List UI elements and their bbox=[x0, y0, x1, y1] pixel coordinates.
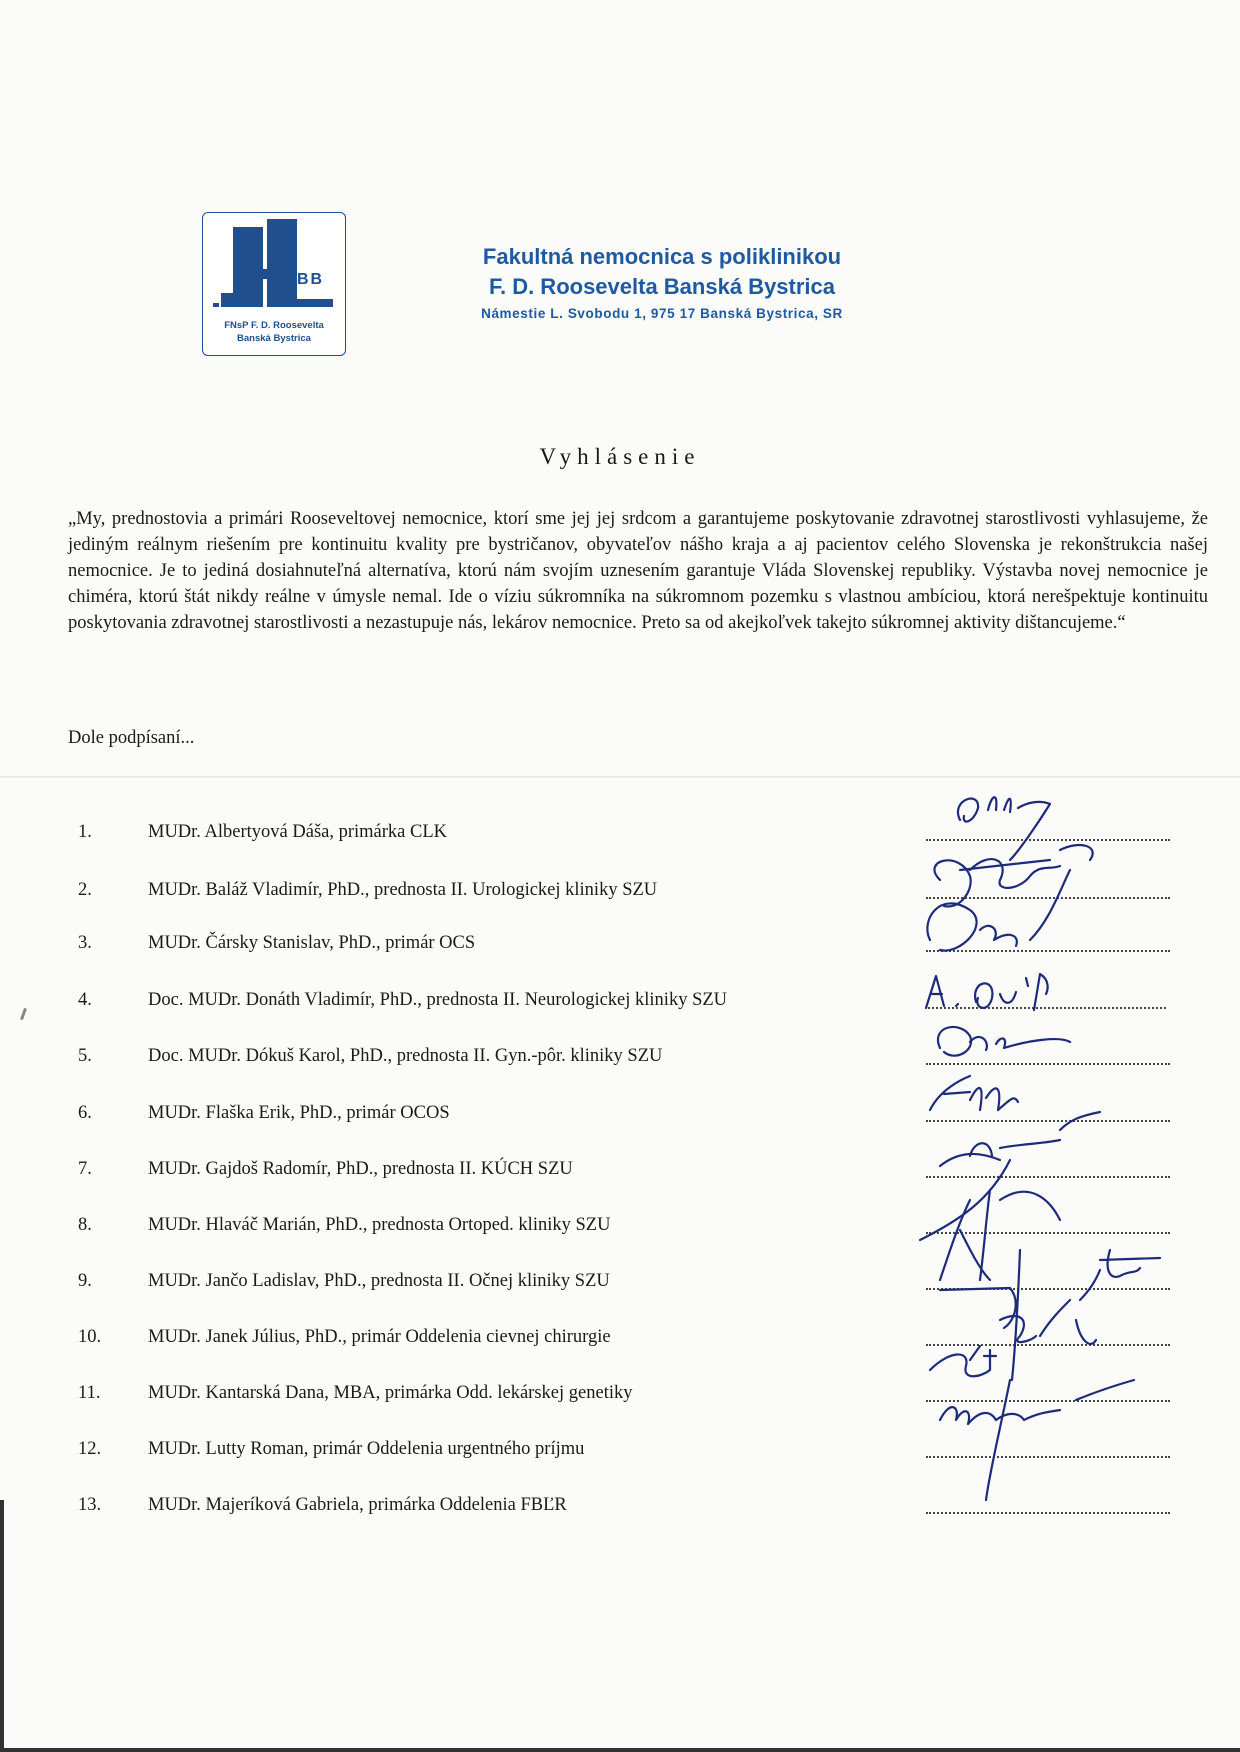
signatory-name: Doc. MUDr. Donáth Vladimír, PhD., prednosta II. Neurologickej kliniky SZU bbox=[148, 990, 728, 1010]
signatory-name: MUDr. Kantarská Dana, MBA, primárka Odd. lekárskej genetiky bbox=[148, 1383, 633, 1403]
logo-letters: BB bbox=[297, 271, 325, 288]
list-item bbox=[0, 928, 1240, 958]
org-address: Námestie L. Svobodu 1, 975 17 Banská Bystrica, SR bbox=[481, 306, 843, 321]
org-name-line1: Fakultná nemocnica s poliklinikou bbox=[482, 244, 842, 269]
signatory-name: MUDr. Flaška Erik, PhD., primár OCOS bbox=[148, 1103, 450, 1123]
signatory-number: 1. bbox=[78, 822, 92, 842]
scan-edge-bottom bbox=[0, 1748, 1240, 1752]
signature-line bbox=[926, 1512, 1170, 1514]
signatory-number: 9. bbox=[78, 1271, 92, 1291]
signed-intro: Dole podpísaní... bbox=[68, 728, 195, 748]
logo-caption-line1: FNsP F. D. Roosevelta bbox=[224, 320, 324, 331]
signatory-name: MUDr. Jančo Ladislav, PhD., prednosta II. Očnej kliniky SZU bbox=[148, 1271, 610, 1291]
signatory-number: 5. bbox=[78, 1046, 92, 1066]
signature-line bbox=[926, 1400, 1170, 1402]
signatory-name: MUDr. Lutty Roman, primár Oddelenia urgentného príjmu bbox=[148, 1439, 585, 1459]
document-title: Vyhlásenie bbox=[539, 444, 701, 469]
signatory-name: MUDr. Janek Július, PhD., primár Oddelenia cievnej chirurgie bbox=[148, 1327, 611, 1347]
list-item bbox=[0, 1266, 1240, 1296]
signature-line bbox=[926, 1344, 1170, 1346]
signature-line bbox=[926, 1288, 1170, 1290]
signatory-name: Doc. MUDr. Dókuš Karol, PhD., prednosta II. Gyn.-pôr. kliniky SZU bbox=[148, 1046, 663, 1066]
signatory-number: 2. bbox=[78, 880, 92, 900]
signatory-name: MUDr. Hlaváč Marián, PhD., prednosta Ortoped. kliniky SZU bbox=[148, 1215, 611, 1235]
list-item bbox=[0, 985, 1240, 1015]
list-item bbox=[0, 875, 1240, 905]
signature-line bbox=[928, 1007, 1166, 1009]
logo-mark-icon bbox=[211, 219, 337, 315]
signature-line bbox=[926, 1232, 1170, 1234]
list-item bbox=[0, 1322, 1240, 1352]
list-item bbox=[0, 1378, 1240, 1408]
signatory-number: 8. bbox=[78, 1215, 92, 1235]
signatory-number: 11. bbox=[78, 1383, 101, 1403]
paper-fold-line bbox=[0, 776, 1240, 778]
signature-line bbox=[926, 897, 1170, 899]
signature-line bbox=[926, 1063, 1170, 1065]
signatory-number: 7. bbox=[78, 1159, 92, 1179]
signature-line bbox=[926, 1456, 1170, 1458]
list-item bbox=[0, 1098, 1240, 1128]
list-item bbox=[0, 1490, 1240, 1520]
signatory-name: MUDr. Baláž Vladimír, PhD., prednosta II. Urologickej kliniky SZU bbox=[148, 880, 658, 900]
signatory-name: MUDr. Čársky Stanislav, PhD., primár OCS bbox=[148, 933, 476, 953]
signature-line bbox=[926, 1176, 1170, 1178]
signatory-number: 6. bbox=[78, 1103, 92, 1123]
signatory-number: 10. bbox=[78, 1327, 102, 1347]
signature-line bbox=[926, 839, 1170, 841]
list-item bbox=[0, 817, 1240, 847]
signatory-name: MUDr. Gajdoš Radomír, PhD., prednosta II. KÚCH SZU bbox=[148, 1159, 573, 1179]
logo-caption-line2: Banská Bystrica bbox=[237, 333, 311, 344]
signature-line bbox=[926, 1120, 1170, 1122]
logo-caption bbox=[203, 319, 345, 345]
scan-edge-left bbox=[0, 1500, 4, 1750]
signature-line bbox=[926, 950, 1170, 952]
signatory-name: MUDr. Majeríková Gabriela, primárka Oddelenia FBĽR bbox=[148, 1495, 567, 1515]
list-item bbox=[0, 1041, 1240, 1071]
organization-header bbox=[412, 242, 912, 326]
signatory-number: 4. bbox=[78, 990, 92, 1010]
hospital-logo bbox=[202, 212, 346, 356]
list-item bbox=[0, 1154, 1240, 1184]
list-item bbox=[0, 1434, 1240, 1464]
signatory-number: 13. bbox=[78, 1495, 102, 1515]
signatory-number: 3. bbox=[78, 933, 92, 953]
declaration-paragraph: „My, prednostovia a primári Rooseveltovej nemocnice, ktorí sme jej jej srdcom a garantujeme poskytovanie zdravotnej starostlivosti vyhlasujeme, že jediným reálnym riešením pre kontinuitu kvality pre bystričanov, obyvateľov nášho kraja a aj pacientov celého Slovenska je rekonštrukcia našej nemocnice. Je to jediná dosiahnuteľná alternatíva, ktorú nám svojím uznesením garantuje Vláda Slovenskej republiky. Výstavba novej nemocnice je chiméra, ktorú štát nikdy reálne v úmysle nemal. Ide o víziu súkromníka na súkromnom pozemku s vlastnou ambíciou, ktorá nerešpektuje kontinuitu poskytovania zdravotnej starostlivosti a nezastupuje nás, lekárov nemocnice. Preto sa od akejkoľvek takejto súkromnej aktivity dištancujeme.“ bbox=[68, 509, 1208, 633]
signatory-name: MUDr. Albertyová Dáša, primárka CLK bbox=[148, 822, 448, 842]
signatory-number: 12. bbox=[78, 1439, 102, 1459]
org-name-line2: F. D. Roosevelta Banská Bystrica bbox=[488, 274, 836, 299]
list-item bbox=[0, 1210, 1240, 1240]
